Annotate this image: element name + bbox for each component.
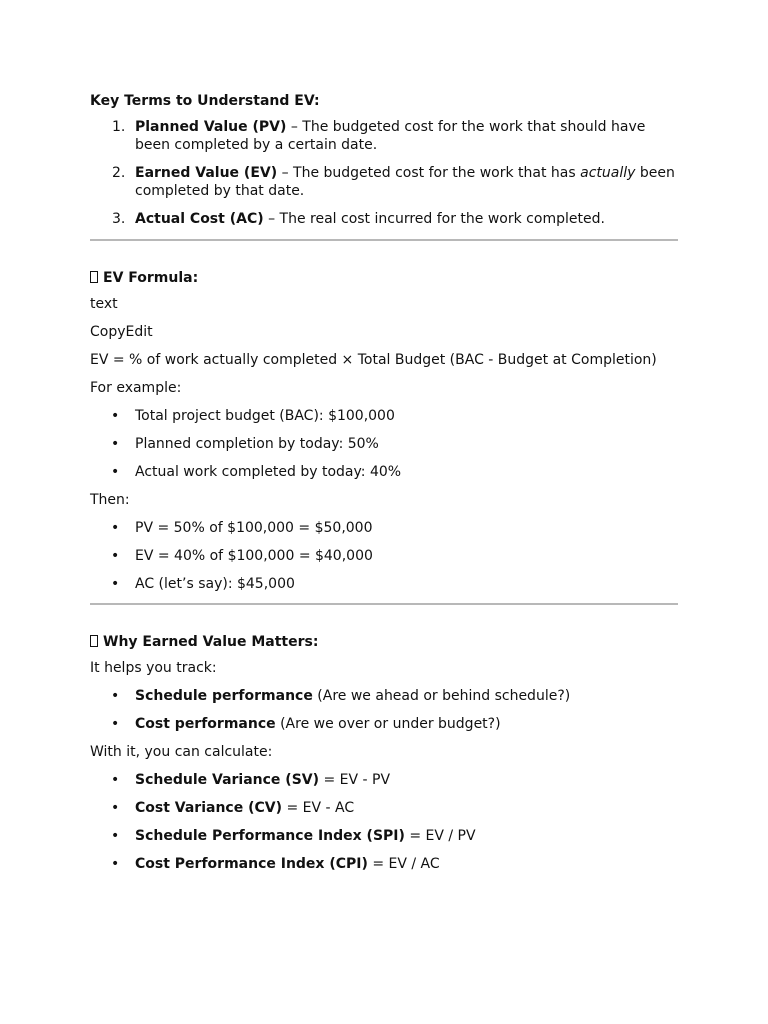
term-description: – The budgeted cost for the work that should have been completed by a certain date.: [135, 119, 646, 153]
bullet-icon: •: [111, 408, 120, 424]
bullet-icon: •: [111, 828, 120, 844]
bullet-icon: •: [111, 548, 120, 564]
list-item: [90, 164, 678, 200]
bullet-icon: •: [111, 464, 120, 480]
list-item: [90, 547, 678, 575]
code-language-label: text: [90, 296, 118, 312]
key-terms-heading: Key Terms to Understand EV:: [90, 93, 320, 109]
list-item: [90, 407, 678, 435]
term-description: (Are we ahead or behind schedule?): [312, 688, 571, 704]
bullet-icon: •: [111, 856, 120, 872]
track-list: [90, 687, 678, 743]
list-item: [90, 463, 678, 491]
then-label: Then:: [90, 492, 130, 508]
list-item: [90, 519, 678, 547]
example-list: [90, 407, 678, 491]
why-ev-matters-heading: [90, 631, 678, 659]
term-description: (Are we over or under budget?): [275, 716, 501, 732]
list-item-text: AC (let’s say): $45,000: [135, 576, 295, 592]
term-label: Planned Value (PV): [135, 119, 287, 135]
bullet-icon: •: [111, 436, 120, 452]
heading-text: EV Formula:: [103, 270, 199, 286]
calc-intro: With it, you can calculate:: [90, 744, 273, 760]
list-item-text: Actual work completed by today: 40%: [135, 464, 402, 480]
list-item-text: Total project budget (BAC): $100,000: [135, 408, 395, 424]
term-label: Earned Value (EV): [135, 165, 278, 181]
list-item: [90, 687, 678, 715]
list-item-text: Planned completion by today: 50%: [135, 436, 379, 452]
bullet-icon: •: [111, 688, 120, 704]
document-page: [90, 90, 678, 883]
term-description: = EV - AC: [282, 800, 355, 816]
emphasis-text: actually: [580, 165, 636, 181]
term-description: = EV / PV: [404, 828, 476, 844]
list-item: [90, 715, 678, 743]
list-number: 3.: [112, 211, 126, 227]
term-label: Schedule Variance (SV): [135, 772, 320, 788]
term-label: Cost Performance Index (CPI): [135, 856, 368, 872]
list-item: [90, 118, 678, 154]
term-description: – The budgeted cost for the work that has: [277, 165, 581, 181]
bullet-icon: •: [111, 520, 120, 536]
track-intro: It helps you track:: [90, 660, 217, 676]
bullet-icon: •: [111, 716, 120, 732]
list-item-text: PV = 50% of $100,000 = $50,000: [135, 520, 373, 536]
term-label: Cost Variance (CV): [135, 800, 282, 816]
list-number: 1.: [112, 119, 126, 135]
ev-formula: EV = % of work actually completed × Total Budget (BAC - Budget at Completion): [90, 352, 657, 368]
term-label: Actual Cost (AC): [135, 211, 264, 227]
list-item: [90, 575, 678, 593]
calc-list: [90, 771, 678, 883]
list-item: [90, 855, 678, 883]
list-item: [90, 435, 678, 463]
copy-edit-button[interactable]: CopyEdit: [90, 324, 153, 340]
term-label: Cost performance: [135, 716, 276, 732]
ev-formula-heading: [90, 267, 678, 295]
term-description-end: been completed by that date.: [135, 165, 675, 199]
key-terms-list: [90, 118, 678, 228]
list-number: 2.: [112, 165, 126, 181]
bullet-icon: •: [111, 576, 120, 592]
term-label: Schedule Performance Index (SPI): [135, 828, 405, 844]
missing-glyph-icon: [90, 635, 98, 647]
term-description: – The real cost incurred for the work completed.: [263, 211, 605, 227]
heading-text: Why Earned Value Matters:: [103, 634, 319, 650]
then-list: [90, 519, 678, 593]
list-item: [90, 771, 678, 799]
list-item: [90, 799, 678, 827]
missing-glyph-icon: [90, 271, 98, 283]
list-item: [90, 210, 678, 228]
term-description: = EV - PV: [319, 772, 391, 788]
term-description: = EV / AC: [367, 856, 440, 872]
example-intro: For example:: [90, 380, 182, 396]
bullet-icon: •: [111, 800, 120, 816]
list-item-text: EV = 40% of $100,000 = $40,000: [135, 548, 373, 564]
bullet-icon: •: [111, 772, 120, 788]
term-label: Schedule performance: [135, 688, 313, 704]
list-item: [90, 827, 678, 855]
